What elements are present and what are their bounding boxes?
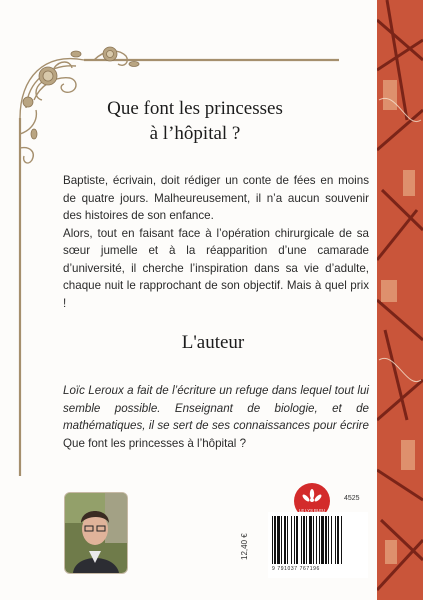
- barcode-bar: [303, 516, 305, 564]
- publisher-code: 4525: [344, 495, 360, 502]
- publisher-logo-text: LE LYS BLEU: [299, 508, 325, 513]
- barcode-bar: [328, 516, 329, 564]
- barcode-bar: [331, 516, 332, 564]
- barcode-bar: [309, 516, 312, 564]
- barcode-bar: [321, 516, 324, 564]
- barcode-bar: [337, 516, 339, 564]
- author-bio: [63, 382, 369, 452]
- barcode-bar: [277, 516, 280, 564]
- synopsis: [63, 172, 369, 312]
- title-line-2: à l’hôpital ?: [149, 123, 241, 144]
- barcode-bar: [335, 516, 336, 564]
- author-portrait-image: [65, 493, 127, 573]
- barcode-bar: [319, 516, 320, 564]
- barcode-bar: [291, 516, 292, 564]
- synopsis-paragraph-1: Baptiste, écrivain, doit rédiger un conte de fées en moins de quatre jours. Malheureusement, il n’a aucun souvenir des histoires de son enfance.: [63, 174, 369, 222]
- barcode-bar: [287, 516, 288, 564]
- barcode-bar: [281, 516, 282, 564]
- barcode-bar: [294, 516, 295, 564]
- spine-illustration: [377, 0, 423, 600]
- author-bio-book-title: Que font les princesses à l’hôpital ?: [63, 436, 247, 450]
- barcode-bar: [274, 516, 276, 564]
- barcode-bar: [313, 516, 314, 564]
- barcode-bar: [284, 516, 286, 564]
- spine-artwork: [377, 0, 423, 600]
- price: 12,40 €: [240, 533, 249, 560]
- barcode-bar: [341, 516, 342, 564]
- author-heading: L'auteur: [181, 332, 245, 353]
- title-line-1: Que font les princesses: [107, 98, 283, 119]
- author-bio-text: Loïc Leroux a fait de l’écriture un refuge dans lequel tout lui semble possible. Enseignant de biologie, et de mathématiques, il se sert de ses connaissances pour écrire: [63, 384, 369, 432]
- barcode-bar: [325, 516, 327, 564]
- barcode-bar: [301, 516, 302, 564]
- synopsis-paragraph-2: Alors, tout en faisant face à l’opération chirurgicale de sa sœur jumelle et à la réapparition d’une camarade d’université, il cherche l’inspiration dans sa vie d’adulte, chaque nuit le rapprochant de son objectif. Mais à quel prix !: [63, 226, 369, 310]
- barcode-bar: [316, 516, 317, 564]
- book-title: [90, 96, 300, 146]
- barcode-number: 9 791037 767196: [272, 566, 320, 572]
- barcode-bar: [296, 516, 298, 564]
- author-photo: [64, 492, 128, 574]
- barcode-bar: [306, 516, 307, 564]
- barcode-bar: [272, 516, 273, 564]
